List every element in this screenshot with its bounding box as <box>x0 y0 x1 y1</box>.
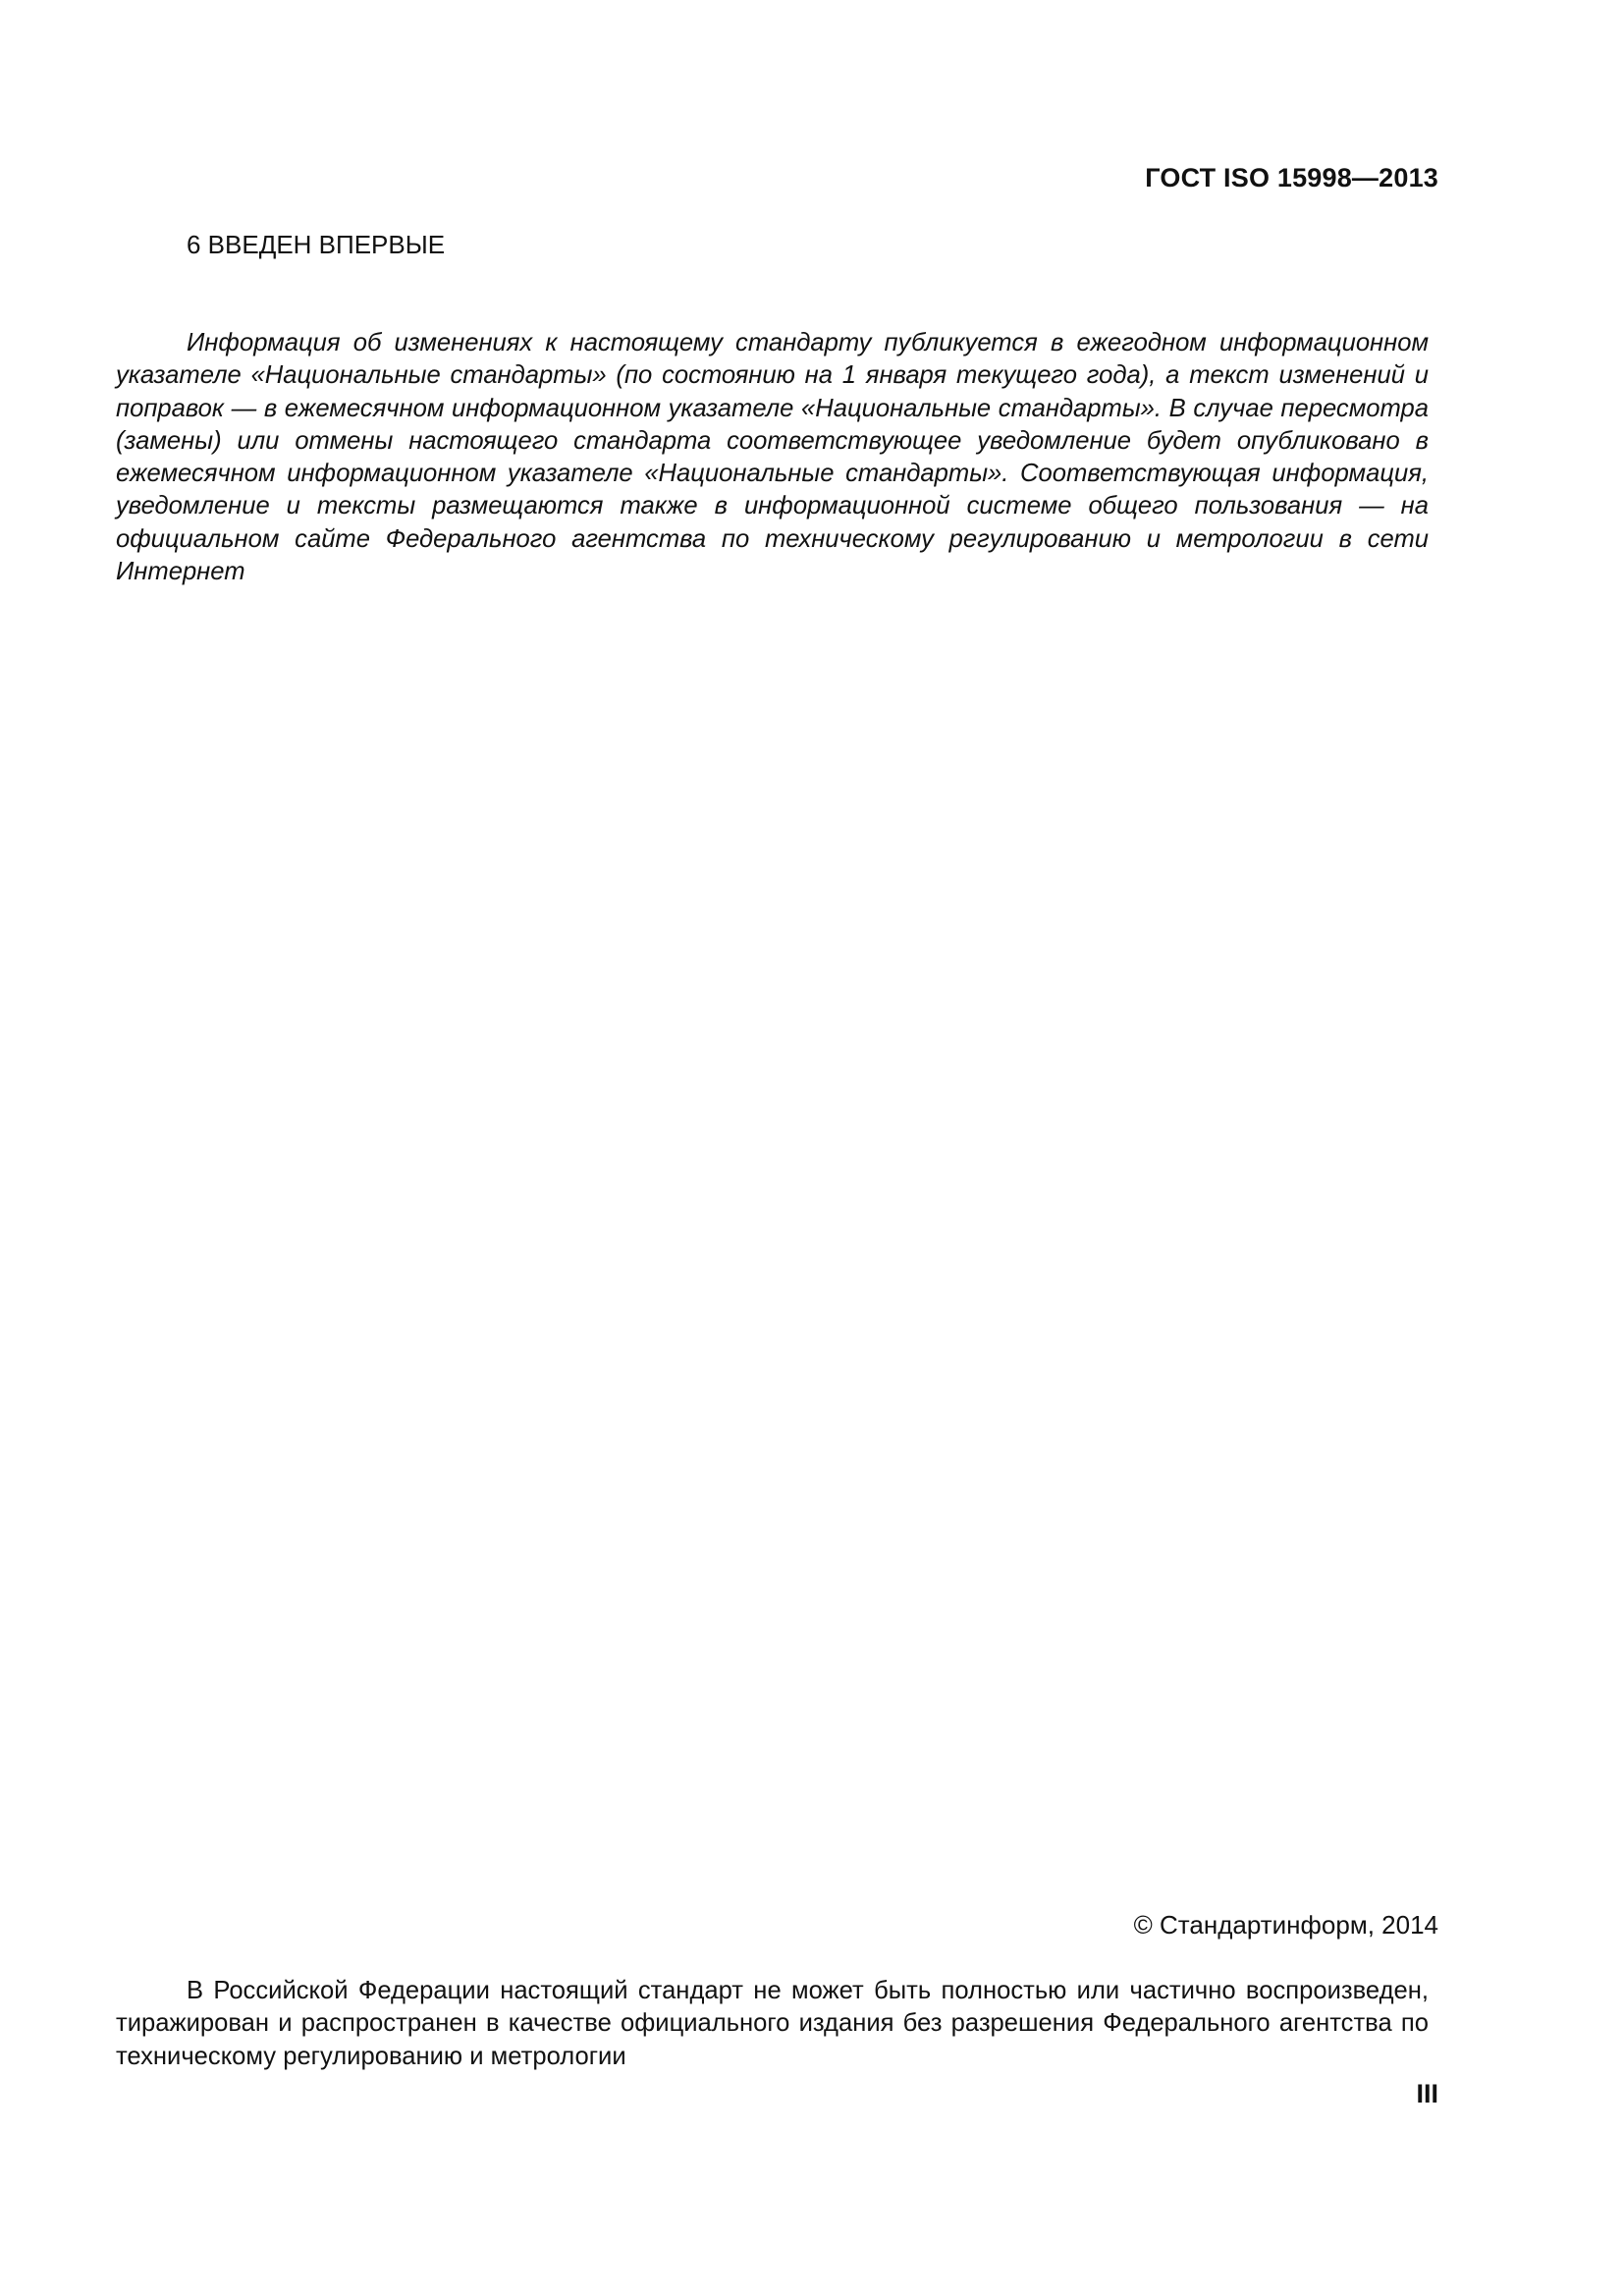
section-item-introduced-first-time: 6 ВВЕДЕН ВПЕРВЫЕ <box>187 230 446 259</box>
amendments-information-paragraph: Информация об изменениях к настоящему стандарту публикуется в ежегодном информационном указателе «Национальные стандарты» (по состоянию на 1 января текущего года), а текст изменений и поправок — в ежемесячном информационном указателе «Национальные стандарты». В случае пересмотра (замены) или отмены настоящего стандарта соответствующее уведомление будет опубликовано в ежемесячном информационном указателе «Национальные стандарты». Соответствующая информация, уведомление и тексты размещаются также в информационной системе общего пользования — на официальном сайте Федерального агентства по техническому регулированию и метрологии в сети Интернет <box>116 329 1429 586</box>
document-code-header: ГОСТ ISO 15998—2013 <box>1145 163 1438 192</box>
copyright-notice: © Стандартинформ, 2014 <box>1133 1910 1438 1940</box>
page-number: III <box>1416 2079 1438 2108</box>
reproduction-restriction-paragraph: В Российской Федерации настоящий стандарт не может быть полностью или частично воспроизведен, тиражирован и распространен в качестве официального издания без разрешения Федерального агентства по техническому регулированию и метрологии <box>116 1977 1429 2070</box>
